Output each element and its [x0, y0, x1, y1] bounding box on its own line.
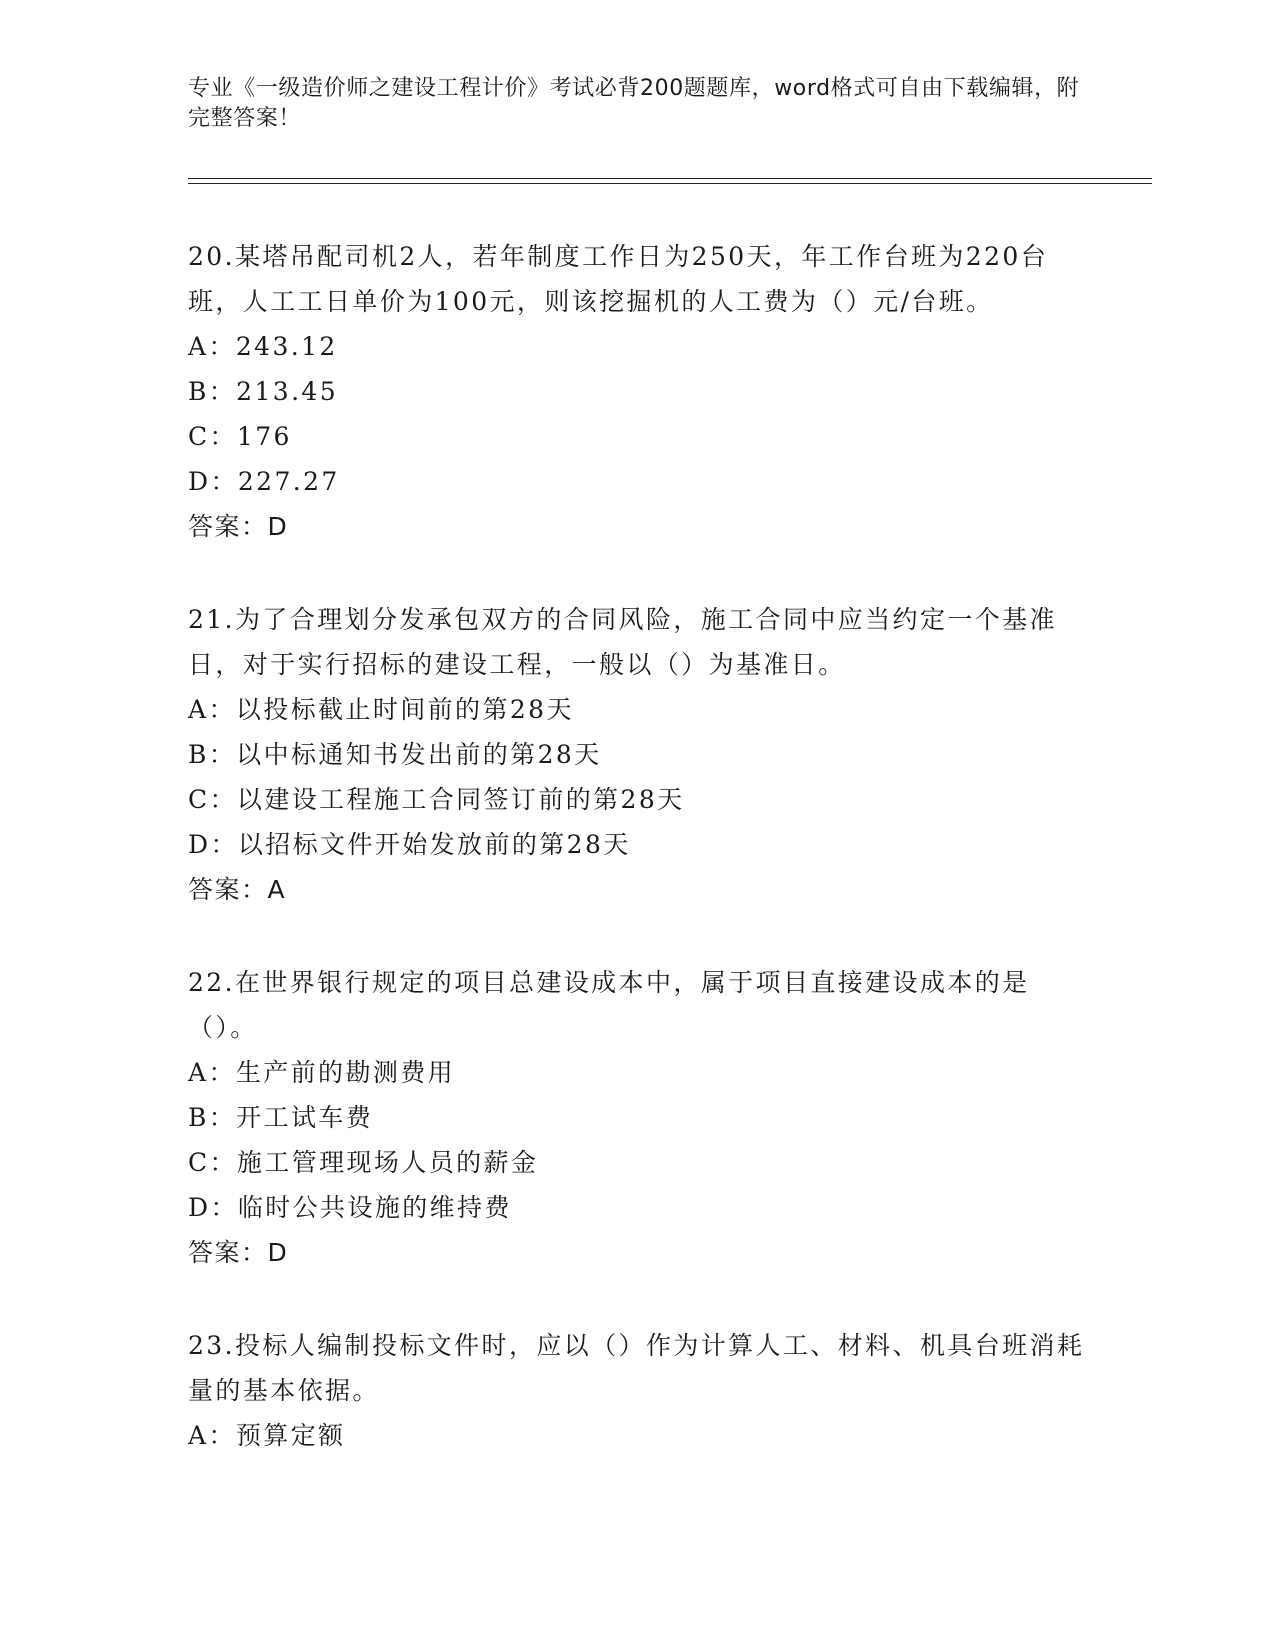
option-b: B：开工试车费 [188, 1103, 374, 1132]
option-a: A：243.12 [188, 332, 338, 361]
question-text: 23.投标人编制投标文件时，应以（）作为计算人工、材料、机具台班消耗量的基本依据。 [188, 1331, 1085, 1405]
header-divider-thin [188, 178, 1152, 179]
question-23 [188, 1323, 1088, 1458]
option-b: B：以中标通知书发出前的第28天 [188, 740, 602, 769]
question-text: 20.某塔吊配司机2人，若年制度工作日为250天，年工作台班为220台班，人工工日单价为100元，则该挖掘机的人工费为（）元/台班。 [188, 242, 1049, 316]
document-header: 专业《一级造价师之建设工程计价》考试必背200题题库，word格式可自由下载编辑，附完整答案！ [188, 76, 1080, 131]
question-21 [188, 597, 1088, 912]
question-text: 22.在世界银行规定的项目总建设成本中，属于项目直接建设成本的是（）。 [188, 968, 1030, 1042]
question-22 [188, 960, 1088, 1275]
option-a: A：以投标截止时间前的第28天 [188, 695, 574, 724]
option-c: C：以建设工程施工合同签订前的第28天 [188, 785, 685, 814]
option-c: C：176 [188, 422, 292, 451]
answer-label: 答案：D [188, 512, 289, 541]
option-d: D：临时公共设施的维持费 [188, 1193, 512, 1222]
answer-label: 答案：A [188, 875, 287, 904]
option-d: D：以招标文件开始发放前的第28天 [188, 830, 631, 859]
question-20 [188, 234, 1088, 549]
option-d: D：227.27 [188, 467, 340, 496]
option-a: A：预算定额 [188, 1421, 346, 1450]
header-divider-thick [188, 183, 1152, 184]
option-b: B：213.45 [188, 377, 339, 406]
option-a: A：生产前的勘测费用 [188, 1058, 456, 1087]
option-c: C：施工管理现场人员的薪金 [188, 1148, 539, 1177]
answer-label: 答案：D [188, 1238, 289, 1267]
question-text: 21.为了合理划分发承包双方的合同风险，施工合同中应当约定一个基准日，对于实行招标的建设工程，一般以（）为基准日。 [188, 605, 1057, 679]
